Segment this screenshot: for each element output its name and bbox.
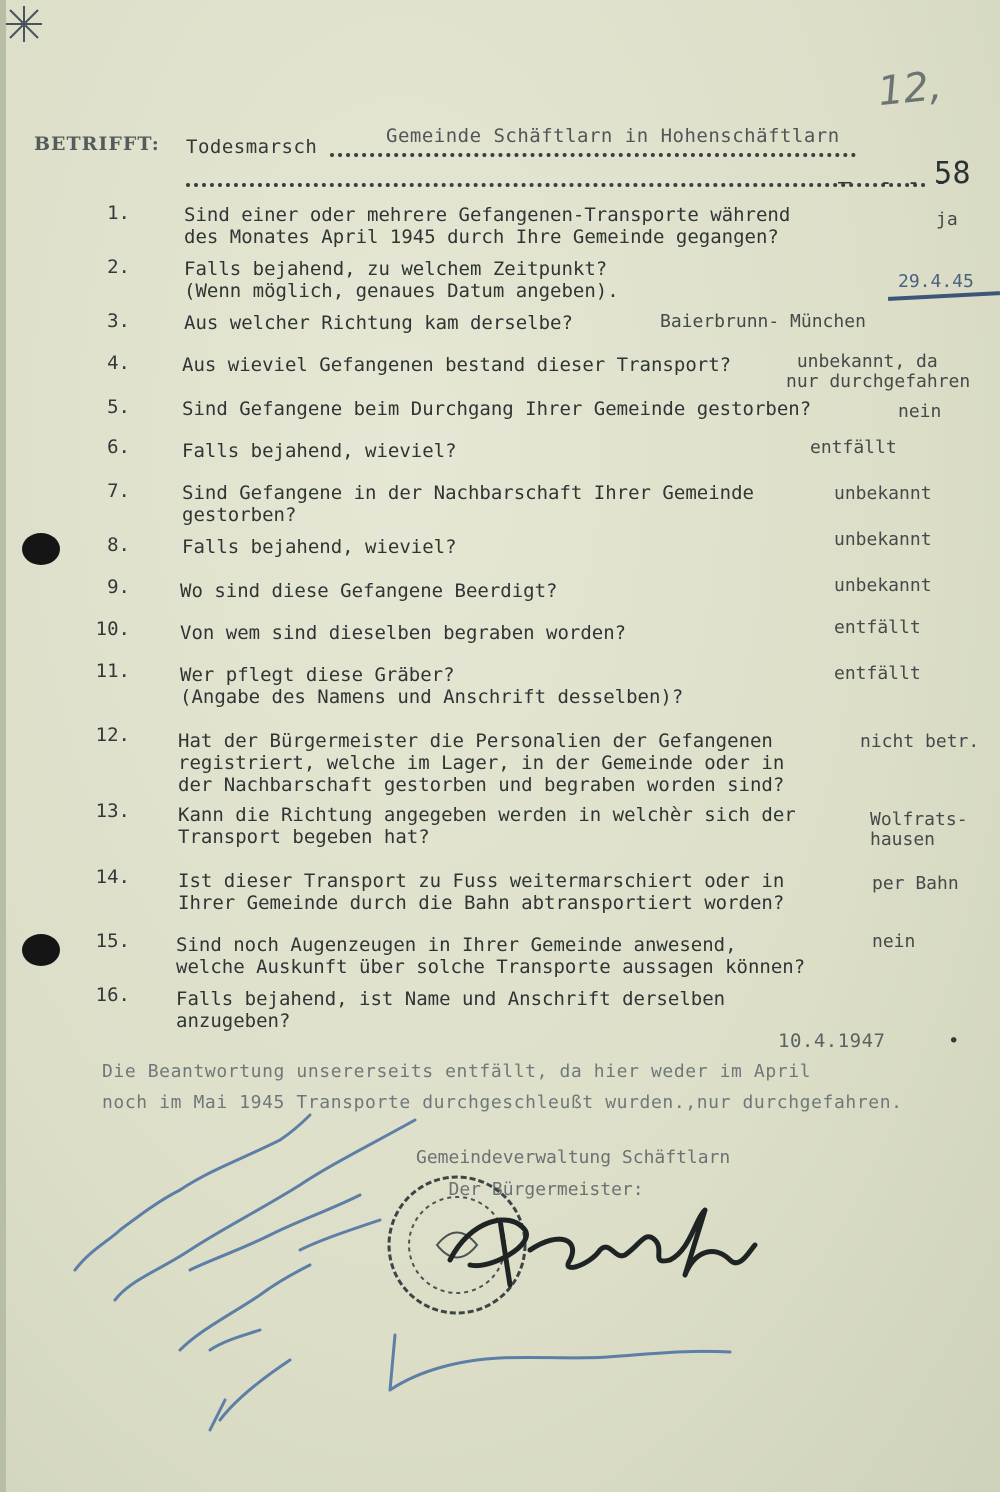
answer-text: nicht betr. (860, 731, 980, 752)
question-text: Ist dieser Transport zu Fuss weitermarschiert oder in Ihrer Gemeinde durch die Bahn abtransportiert worden? (178, 870, 785, 914)
punch-hole-top (22, 533, 60, 565)
answer-text: unbekannt (834, 483, 932, 504)
answer-text: unbekannt, da nur durchgefahren (786, 351, 971, 392)
question-text: Aus welcher Richtung kam derselbe? (184, 312, 573, 334)
question-number: 4. (107, 352, 130, 374)
remark-text: Die Beantwortung unsererseits entfällt, da hier weder im April noch im Mai 1945 Transporte durchgeschleußt wurden.,nur durchgefahren. (102, 1061, 903, 1113)
question-text: Falls bejahend, wieviel? (182, 536, 457, 558)
question-number: 9. (107, 576, 130, 598)
question-text: Hat der Bürgermeister die Personalien der Gefangenen registriert, welche im Lager, in der Gemeinde oder in der Nachbarschaft gestorben und begraben worden sind? (178, 730, 785, 796)
question-number: 15. (95, 930, 130, 952)
question-text: Sind Gefangene beim Durchgang Ihrer Gemeinde gestorben? (182, 398, 812, 420)
question-number: 8. (107, 534, 130, 556)
question-number: 3. (107, 310, 130, 332)
dotted-rule (186, 183, 926, 187)
question-number: 16. (95, 984, 130, 1006)
dash-mark: – - - - (838, 170, 948, 195)
answer-text: ja (936, 209, 958, 230)
answer-text: 29.4.45 (898, 271, 974, 292)
question-text: Wer pflegt diese Gräber? (Angabe des Namens und Anschrift desselben)? (180, 664, 684, 708)
question-number: 6. (107, 436, 130, 458)
answer-text: per Bahn (872, 873, 959, 894)
question-text: Aus wieviel Gefangenen bestand dieser Transport? (182, 354, 732, 376)
question-text: Sind noch Augenzeugen in Ihrer Gemeinde anwesend, welche Auskunft über solche Transporte aussagen können? (176, 934, 806, 978)
pen-underline (888, 291, 1000, 301)
answer-text: nein (872, 931, 916, 952)
question-text: Falls bejahend, wieviel? (182, 440, 457, 462)
question-text: Falls bejahend, ist Name und Anschrift derselben anzugeben? (176, 988, 726, 1032)
municipality-text: Gemeinde Schäftlarn in Hohenschäftlarn (386, 125, 840, 147)
question-number: 12. (95, 724, 130, 746)
answer-text: entfällt (834, 617, 921, 638)
paper-edge (0, 0, 6, 1492)
question-text: Von wem sind dieselben begraben worden? (180, 622, 627, 644)
answer-text: Wolfrats- hausen (870, 809, 968, 850)
question-text: Wo sind diese Gefangene Beerdigt? (180, 580, 558, 602)
period-mark: • (948, 1030, 960, 1052)
signoff-text: Gemeindeverwaltung Schäftlarn Der Bürgermeister: (416, 1147, 731, 1200)
question-number: 7. (107, 480, 130, 502)
question-text: Sind Gefangene in der Nachbarschaft Ihrer Gemeinde gestorben? (182, 482, 754, 526)
page-number: 12, (875, 62, 944, 116)
question-number: 1. (107, 202, 130, 224)
question-number: 13. (95, 800, 130, 822)
document-date: 10.4.1947 (778, 1030, 886, 1052)
question-number: 14. (95, 866, 130, 888)
answer-text: unbekannt (834, 575, 932, 596)
answer-text: entfällt (810, 437, 897, 458)
betrifft-label: BETRIFFT: (34, 133, 160, 155)
question-text: Kann die Richtung angegeben werden in welchèr sich der Transport begeben hat? (178, 804, 796, 848)
question-text: Falls bejahend, zu welchem Zeitpunkt? (Wenn möglich, genaues Datum angeben). (184, 258, 619, 302)
question-number: 2. (107, 256, 130, 278)
handwritten-annotations-icon (60, 1100, 760, 1460)
answer-text: unbekannt (834, 529, 932, 550)
question-number: 5. (107, 396, 130, 418)
punch-hole-bottom (22, 934, 60, 966)
dotted-rule (330, 153, 856, 157)
subject-text: Todesmarsch (186, 136, 318, 158)
answer-text: Baierbrunn- München (660, 311, 866, 332)
answer-text: entfällt (834, 663, 921, 684)
answer-text: nein (898, 401, 942, 422)
question-text: Sind einer oder mehrere Gefangenen-Transporte während des Monates April 1945 durch Ihre Gemeinde gegangen? (184, 204, 791, 248)
question-number: 10. (95, 618, 130, 640)
question-number: 11. (95, 660, 130, 682)
corner-mark-icon (2, 2, 46, 46)
reference-number: 58 (934, 156, 972, 191)
